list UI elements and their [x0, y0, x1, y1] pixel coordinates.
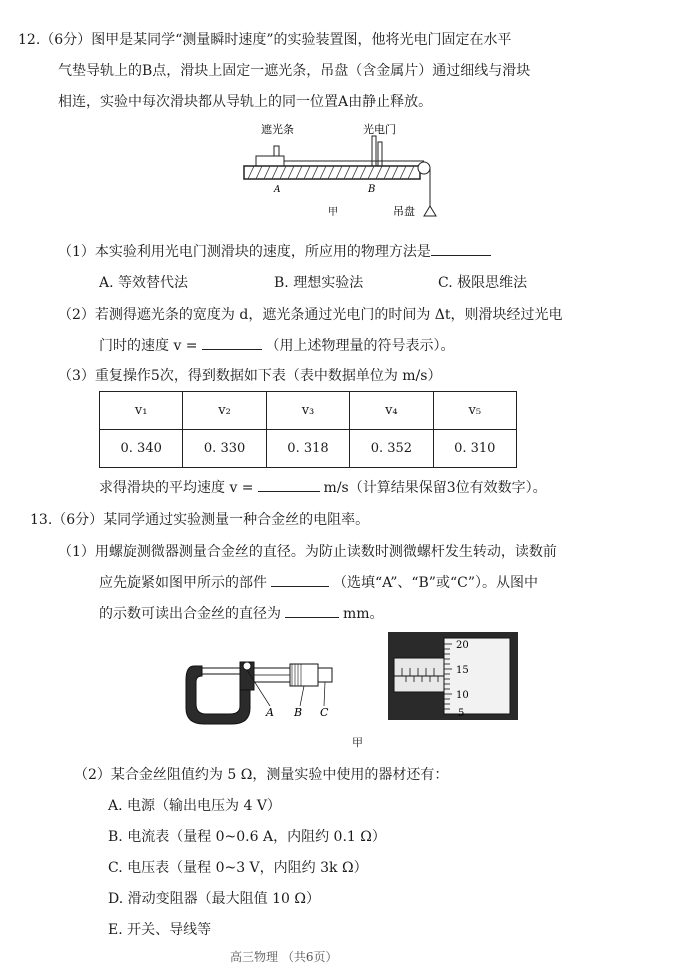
q12-average [99, 479, 547, 497]
q13-intro: 某同学通过实验测量一种合金丝的电阻率。 [103, 512, 370, 528]
micrometer-figure [184, 654, 354, 734]
hanging-pan [424, 206, 436, 216]
table-header: v₅ [433, 392, 516, 430]
scale-thimble [444, 638, 510, 714]
q13-part1-text-b: （选填“A”、“B”或“C”）。从图中 [333, 575, 538, 591]
micrometer-scale-figure [388, 632, 518, 720]
table-row [100, 430, 517, 468]
q13-number: 13. [30, 512, 53, 528]
label-A: A [274, 185, 281, 195]
answer-blank [202, 349, 262, 350]
q13-item-a: A. 电源（输出电压为 4 V） [108, 798, 281, 814]
figure-caption: 甲 [328, 207, 338, 218]
q12-average-text-b: m/s（计算结果保留3位有效数字）。 [323, 480, 547, 496]
q13-item-d: D. 滑动变阻器（最大阻值 10 Ω） [108, 891, 320, 907]
q13-part2-text: （2）某合金丝阻值约为 5 Ω，测量实验中使用的器材还有： [74, 767, 449, 783]
q13-part1-line2 [99, 574, 538, 592]
page-footer: 高三物理 （共6页） [230, 950, 338, 964]
q13-part1-line1: （1）用螺旋测微器测量合金丝的直径。为防止读数时测微螺杆发生转动，读数前 [58, 544, 557, 560]
q12-part1 [58, 243, 491, 261]
pulley [418, 162, 430, 174]
table-cell: 0. 330 [183, 430, 266, 468]
table-header: v₄ [350, 392, 433, 430]
q12-part2-text-b: （用上述物理量的符号表示）。 [265, 338, 455, 354]
table-header: v₃ [266, 392, 349, 430]
table-header: v₁ [100, 392, 183, 430]
table-cell: 0. 318 [266, 430, 349, 468]
label-A: A [266, 706, 274, 719]
micrometer-caption: 甲 [352, 736, 363, 749]
scale-label-20: 20 [456, 640, 469, 651]
q12-part2-text-a: 门时的速度 v = [99, 338, 198, 354]
q12-average-text-a: 求得滑块的平均速度 v = [99, 480, 254, 496]
thimble [290, 664, 318, 686]
q12-option-a: A. 等效替代法 [99, 275, 189, 291]
photogate [372, 136, 376, 168]
label-C: C [320, 706, 329, 719]
q13-score: （6分） [52, 512, 104, 528]
answer-blank [431, 255, 491, 256]
q13-part1-text-d: mm。 [343, 606, 384, 622]
shading-strip [274, 146, 279, 156]
q12-line-1 [18, 31, 512, 49]
answer-blank [271, 586, 329, 587]
table-header-row [100, 392, 517, 430]
label-B: B [294, 706, 303, 719]
label-B: B [368, 184, 376, 195]
q12-score: （6分） [40, 32, 92, 48]
q12-option-b: B. 理想实验法 [274, 275, 364, 291]
air-track-figure [238, 118, 448, 222]
scale-label-15: 15 [456, 665, 469, 676]
scale-label-10: 10 [456, 690, 469, 701]
velocity-table [99, 391, 517, 468]
q12-option-c: C. 极限思维法 [438, 275, 528, 291]
ratchet [318, 668, 332, 682]
lock-knob [243, 662, 251, 670]
scale-sleeve [394, 658, 444, 692]
label-zhe-guang-tiao: 遮光条 [261, 123, 294, 136]
answer-blank [285, 617, 339, 618]
label-guang-dian-men: 光电门 [363, 123, 396, 136]
q12-number: 12. [18, 32, 41, 48]
q13-item-e: E. 开关、导线等 [108, 922, 212, 938]
q12-part2-line2 [99, 337, 455, 355]
q13-part1-line3 [99, 605, 384, 623]
q13-item-c: C. 电压表（量程 0~3 V，内阻约 3k Ω） [108, 860, 368, 876]
q12-intro-1: 图甲是某同学“测量瞬时速度”的实验装置图，他将光电门固定在水平 [91, 32, 512, 48]
scale-label-5: 5 [458, 708, 465, 719]
slider-block [256, 156, 284, 166]
q13-line-1 [30, 511, 369, 529]
label-diao-pan: 吊盘 [393, 205, 415, 218]
q13-part1-text-c: 的示数可读出合金丝的直径为 [99, 606, 281, 622]
table-cell: 0. 310 [433, 430, 516, 468]
table-cell: 0. 340 [100, 430, 183, 468]
answer-blank [258, 491, 320, 492]
table-cell: 0. 352 [350, 430, 433, 468]
q12-part2-line1: （2）若测得遮光条的宽度为 d，遮光条通过光电门的时间为 Δt，则滑块经过光电 [58, 307, 563, 323]
q12-part3-text: （3）重复操作5次，得到数据如下表（表中数据单位为 m/s） [58, 368, 442, 384]
air-track [244, 166, 420, 179]
q12-intro-3: 相连，实验中每次滑块都从导轨上的同一位置A由静止释放。 [58, 94, 433, 110]
q13-part1-text-a: 应先旋紧如图甲所示的部件 [99, 575, 267, 591]
q12-intro-2: 气垫导轨上的B点，滑块上固定一遮光条，吊盘（含金属片）通过细线与滑块 [58, 63, 531, 79]
q12-part1-text: （1）本实验利用光电门测滑块的速度，所应用的物理方法是 [58, 244, 431, 260]
table-header: v₂ [183, 392, 266, 430]
q13-item-b: B. 电流表（量程 0~0.6 A，内阻约 0.1 Ω） [108, 829, 386, 845]
